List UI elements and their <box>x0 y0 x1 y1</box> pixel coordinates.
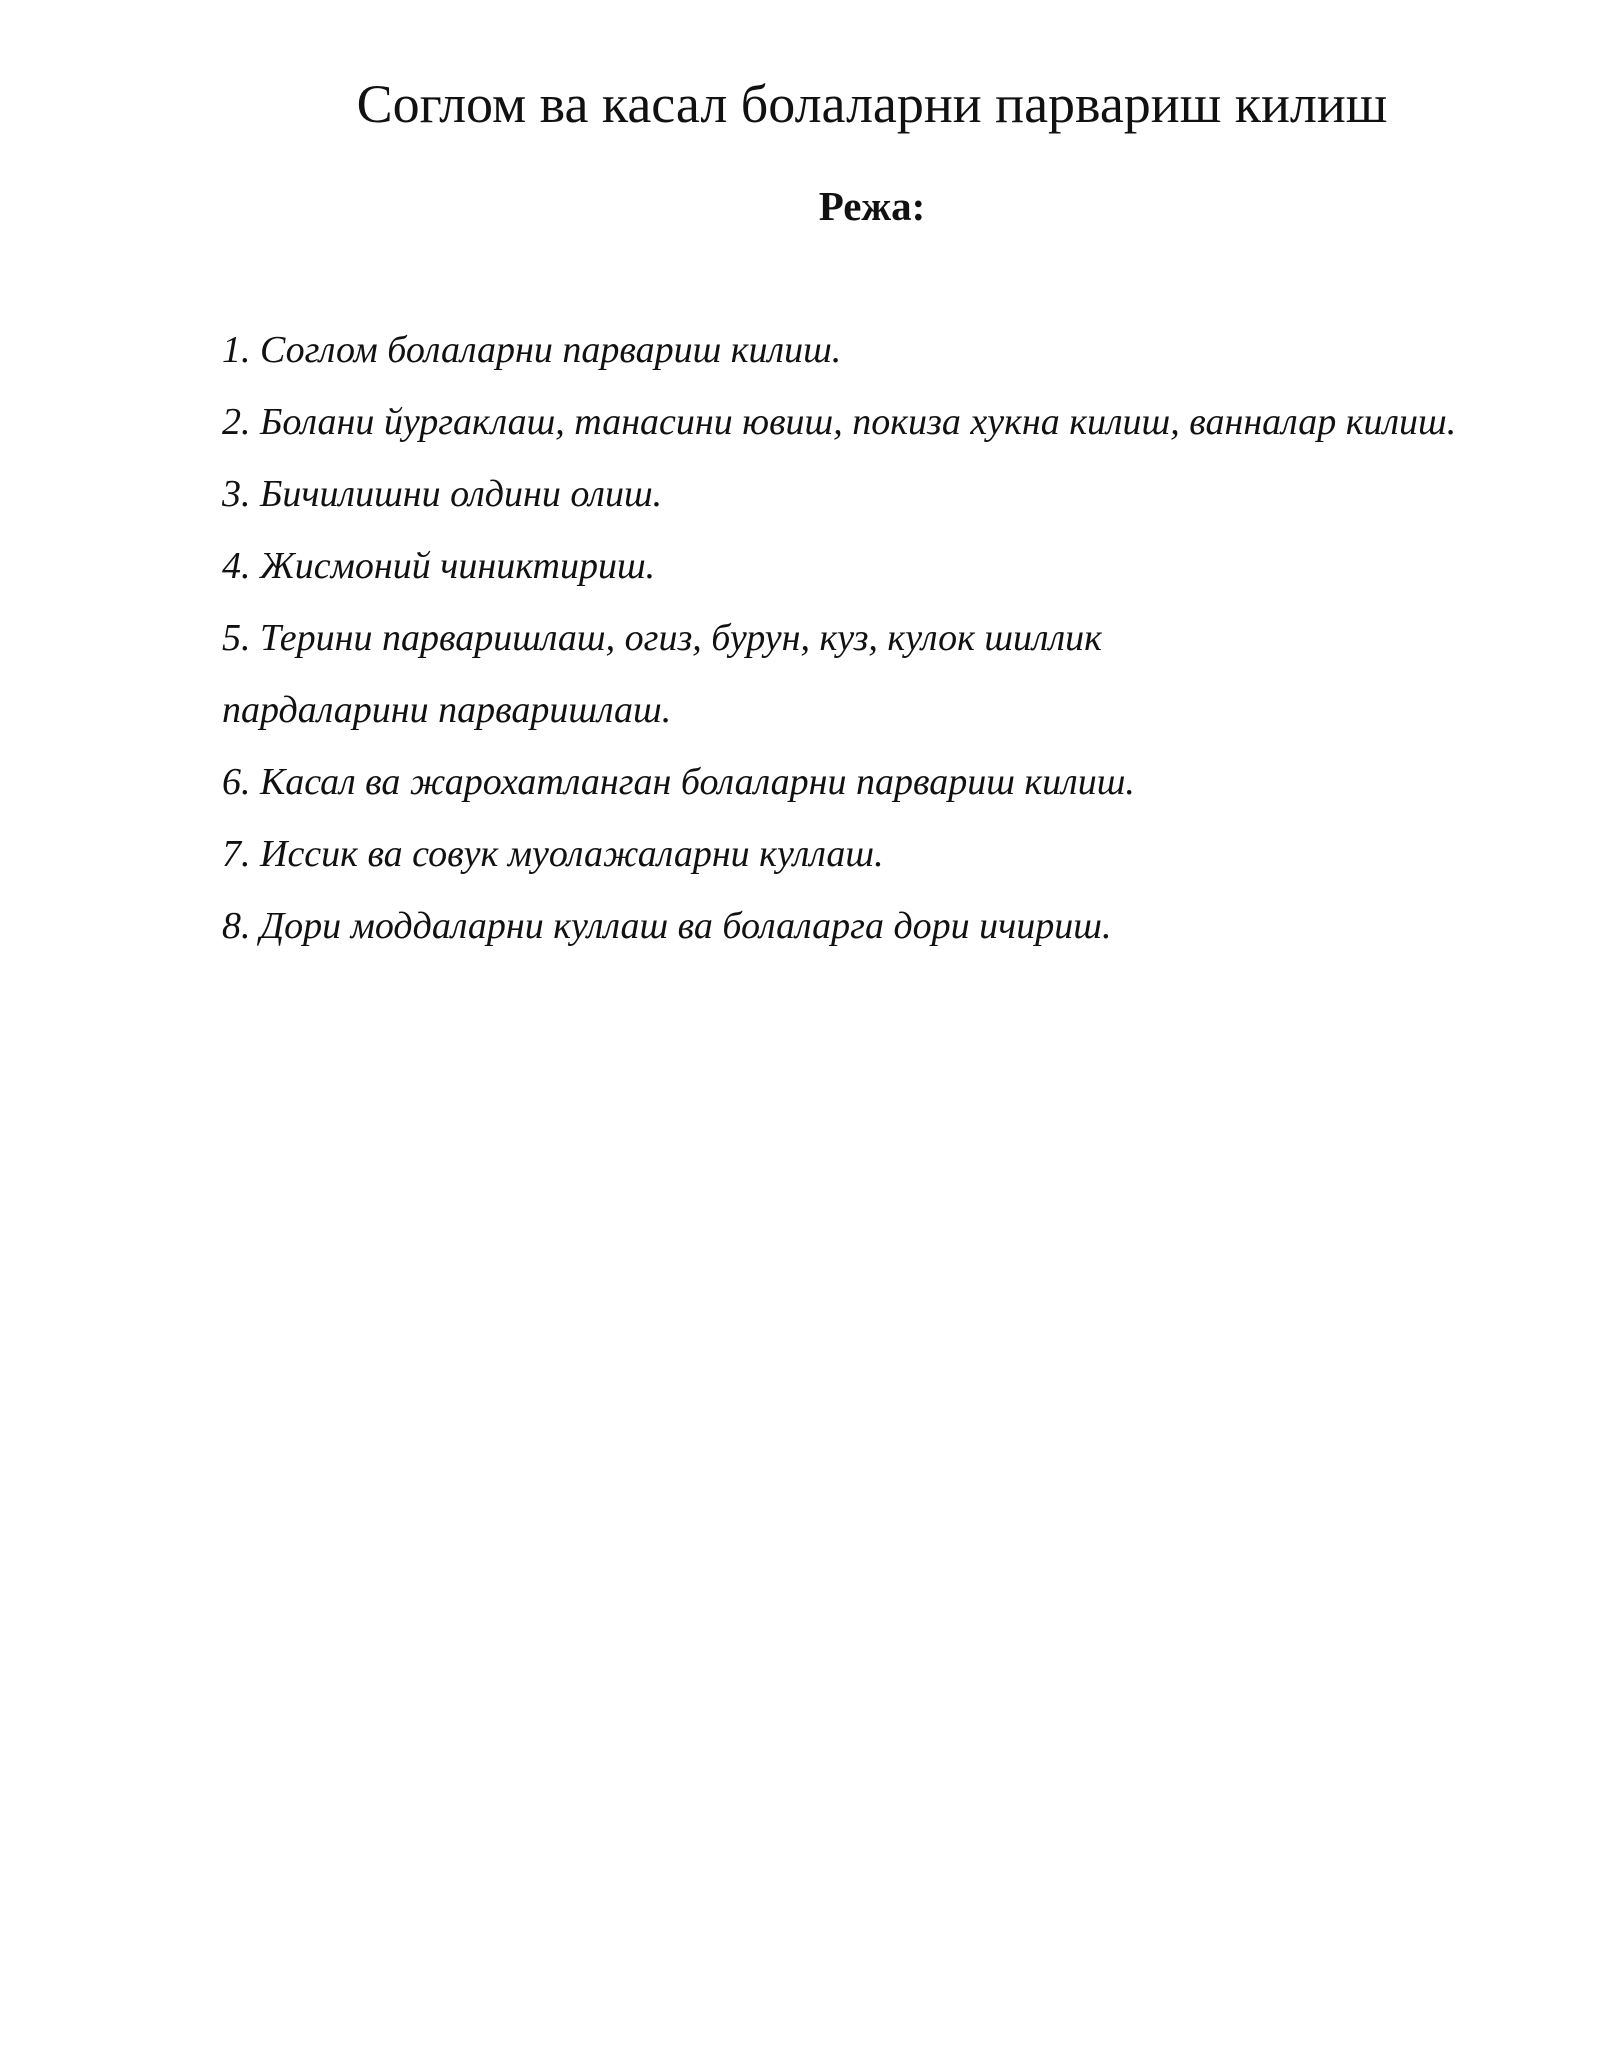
plan-item-5: 5. Терини парваришлаш, огиз, бурун, куз, кулок шиллик <box>222 617 1102 659</box>
plan-item-8: 8. Дори моддаларни куллаш ва болаларга дори ичириш. <box>222 905 1112 947</box>
plan-list <box>222 314 1520 962</box>
plan-item-3: 3. Бичилишни олдини олиш. <box>222 473 663 515</box>
document-title: Соглом ва касал болаларни парвариш килиш <box>356 74 1388 134</box>
plan-item-5-continuation: пардаларини парваришлаш. <box>222 689 672 731</box>
plan-item-2: 2. Болани йургаклаш, танасини ювиш, покиза хукна килиш, ванналар килиш. <box>222 401 1457 443</box>
plan-item-1: 1. Соглом болаларни парвариш килиш. <box>222 329 842 371</box>
plan-item-6: 6. Касал ва жарохатланган болаларни парвариш килиш. <box>222 761 1135 803</box>
plan-item-7: 7. Иссик ва совук муолажаларни куллаш. <box>222 833 884 875</box>
plan-item-4: 4. Жисмоний чиниктириш. <box>222 545 656 587</box>
plan-heading: Режа: <box>818 183 926 229</box>
